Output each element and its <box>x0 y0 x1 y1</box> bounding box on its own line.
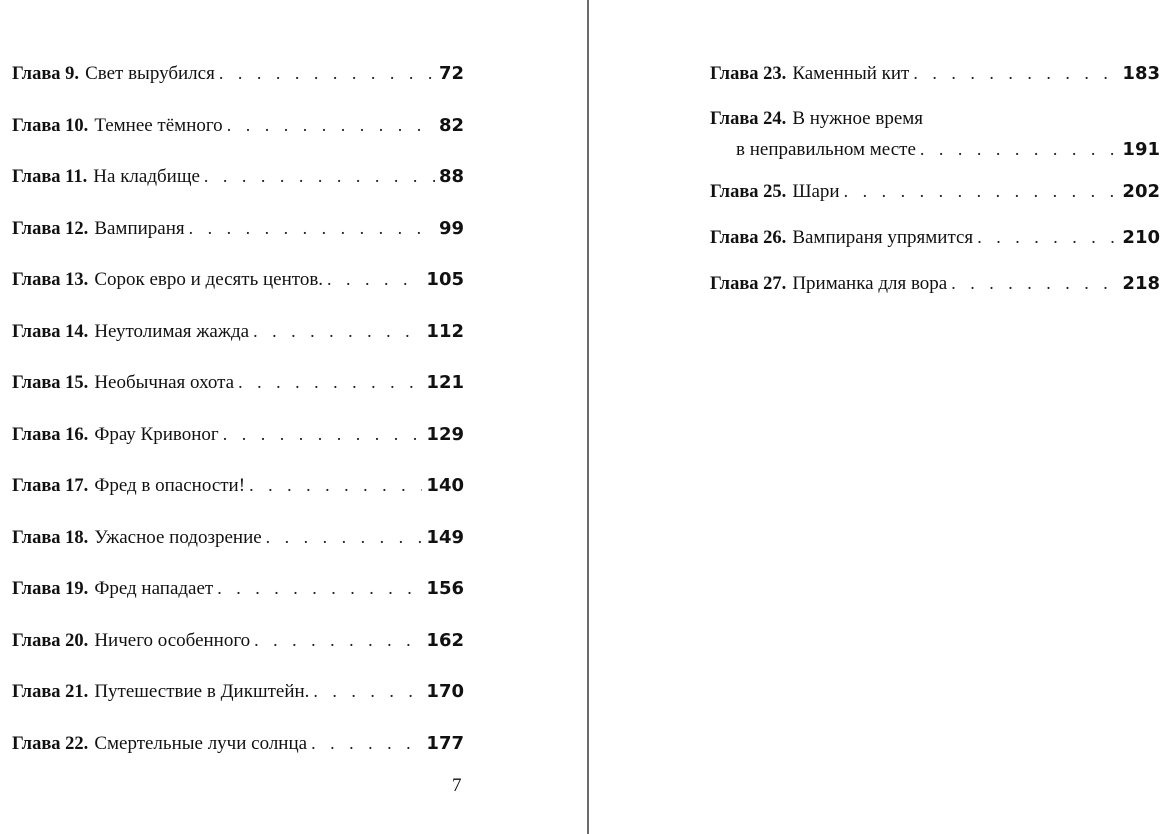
dot-leader <box>844 176 1119 206</box>
dot-leader <box>219 58 435 88</box>
chapter-title: Ничего особенного <box>94 629 251 651</box>
page-number: 170 <box>426 681 464 702</box>
chapter-title: Фрау Кривоног <box>94 423 219 445</box>
toc-entry <box>12 625 464 677</box>
dot-leader <box>977 222 1118 252</box>
dot-leader <box>227 110 435 140</box>
chapter-title: Неутолимая жажда <box>94 320 250 342</box>
chapter-title: Вампираня упрямится <box>792 227 974 248</box>
page-number: 112 <box>426 320 464 342</box>
dot-leader <box>204 161 435 191</box>
toc-entry <box>12 522 464 574</box>
page-number: 129 <box>426 423 464 445</box>
chapter-label: Глава 11. <box>12 167 88 187</box>
dot-leader <box>249 470 422 500</box>
toc-entry <box>12 728 464 780</box>
dot-leader <box>913 58 1118 88</box>
chapter-label: Глава 12. <box>12 218 89 239</box>
toc-entry <box>12 676 464 728</box>
page-number: 82 <box>438 114 464 136</box>
page-gutter-divider <box>587 0 589 834</box>
chapter-label: Глава 24. <box>710 109 787 129</box>
dot-leader <box>254 625 422 655</box>
page-number: 99 <box>438 217 464 239</box>
chapter-label: Глава 10. <box>12 115 89 136</box>
toc-entry <box>12 573 464 625</box>
chapter-title: На кладбище <box>93 166 200 187</box>
toc-entry <box>12 316 464 368</box>
chapter-title: Сорок евро и десять центов. <box>94 269 324 290</box>
page-number: 210 <box>1122 227 1160 248</box>
chapter-title: Свет вырубился <box>85 63 215 84</box>
chapter-label: Глава 15. <box>12 373 89 393</box>
chapter-title: Путешествие в Дикштейн. <box>94 681 310 702</box>
chapter-label: Глава 18. <box>12 527 89 548</box>
page-number: 105 <box>426 269 464 290</box>
toc-entry <box>12 470 464 522</box>
page-number: 162 <box>426 629 464 651</box>
toc-entry <box>710 176 1160 222</box>
dot-leader <box>189 213 435 243</box>
toc-entry <box>710 58 1160 104</box>
page-number: 72 <box>438 63 464 84</box>
toc-entry <box>12 161 464 213</box>
dot-leader <box>238 367 422 397</box>
page-number: 156 <box>426 578 464 599</box>
toc-entry <box>12 264 464 316</box>
chapter-title: Смертельные лучи солнца <box>94 732 308 754</box>
chapter-title: Ужасное подозрение <box>94 526 262 548</box>
chapter-title-continuation: в неправильном месте <box>736 139 916 160</box>
toc-left-column <box>12 58 464 779</box>
dot-leader <box>311 728 422 758</box>
chapter-title: Фред в опасности! <box>94 475 246 496</box>
dot-leader <box>217 573 422 603</box>
page-number: 140 <box>426 475 464 496</box>
page-number: 149 <box>426 526 464 548</box>
dot-leader <box>223 419 423 449</box>
chapter-title: Вампираня <box>94 217 185 239</box>
chapter-label: Глава 21. <box>12 682 89 702</box>
page-number: 218 <box>1122 273 1160 294</box>
dot-leader <box>920 134 1119 164</box>
dot-leader <box>266 522 423 552</box>
page-number: 177 <box>426 732 464 754</box>
chapter-title: Фред нападает <box>94 578 214 599</box>
toc-entry <box>12 58 464 110</box>
chapter-label: Глава 25. <box>710 182 787 202</box>
toc-entry <box>710 268 1160 314</box>
dot-leader <box>327 264 422 294</box>
page-number: 183 <box>1122 63 1160 84</box>
chapter-label: Глава 27. <box>710 274 787 294</box>
chapter-title: Приманка для вора <box>792 273 948 294</box>
chapter-label: Глава 22. <box>12 733 89 754</box>
toc-entry <box>12 110 464 162</box>
toc-entry <box>12 419 464 471</box>
toc-entry <box>12 213 464 265</box>
chapter-title: Каменный кит <box>792 63 910 84</box>
page-number: 202 <box>1122 181 1160 202</box>
dot-leader <box>951 268 1118 298</box>
chapter-title: Шари <box>792 181 840 202</box>
chapter-title: В нужное время <box>792 108 924 129</box>
chapter-label: Глава 9. <box>12 64 80 84</box>
chapter-title: Темнее тёмного <box>94 114 223 136</box>
chapter-label: Глава 20. <box>12 630 89 651</box>
chapter-label: Глава 26. <box>710 228 787 248</box>
page-folio-number: 7 <box>452 775 462 796</box>
dot-leader <box>253 316 422 346</box>
toc-entry <box>710 222 1160 268</box>
page-number: 121 <box>426 372 464 393</box>
chapter-label: Глава 16. <box>12 424 89 445</box>
chapter-label: Глава 19. <box>12 579 89 599</box>
dot-leader <box>313 676 422 706</box>
chapter-label: Глава 14. <box>12 321 89 342</box>
toc-entry <box>12 367 464 419</box>
page-number: 88 <box>438 166 464 187</box>
toc-right-column <box>710 58 1160 314</box>
chapter-title: Необычная охота <box>94 372 235 393</box>
chapter-label: Глава 17. <box>12 476 89 496</box>
chapter-label: Глава 13. <box>12 270 89 290</box>
chapter-label: Глава 23. <box>710 64 787 84</box>
page-number: 191 <box>1122 139 1160 160</box>
toc-entry <box>710 104 1160 176</box>
